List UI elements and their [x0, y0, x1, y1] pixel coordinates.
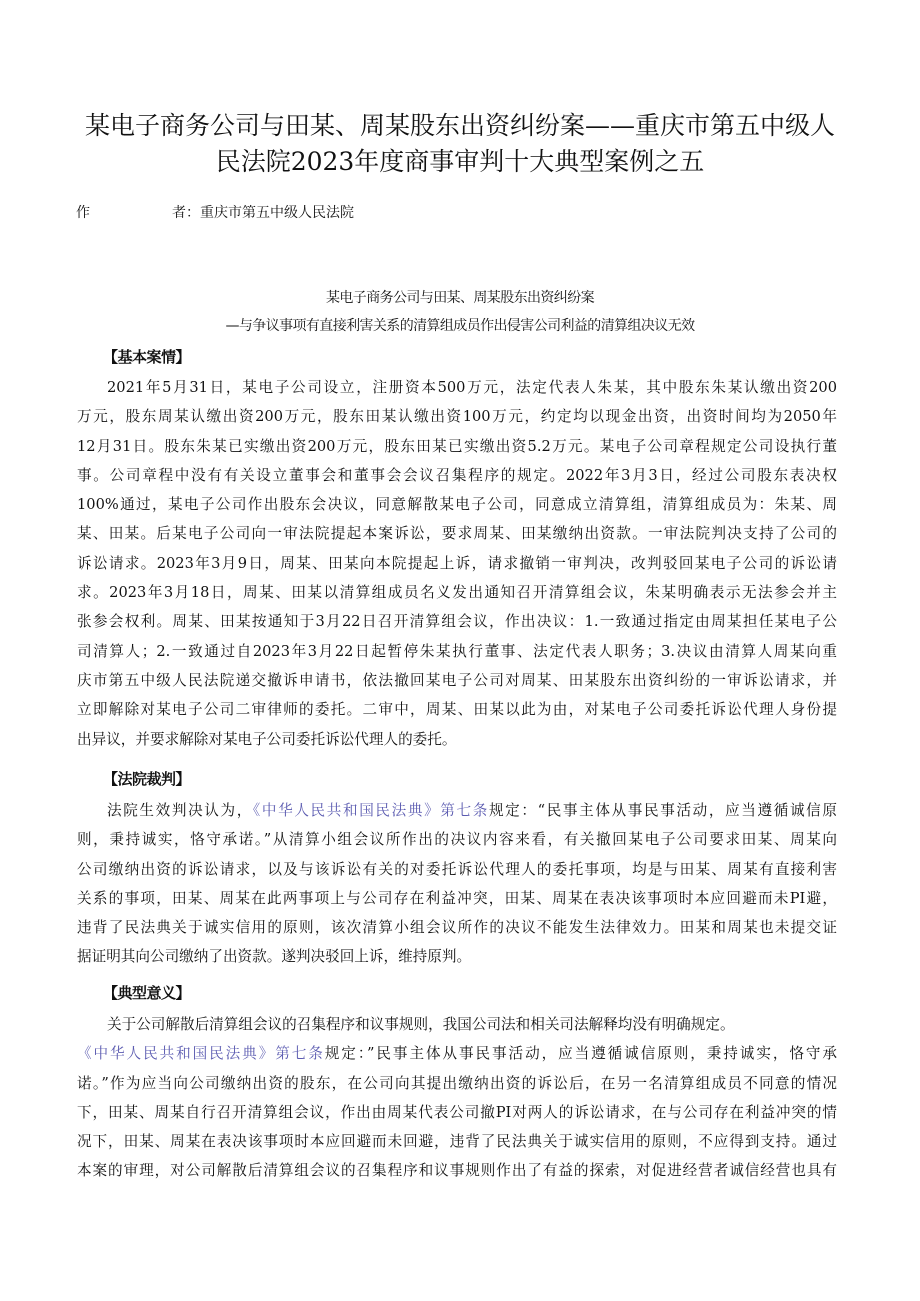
court-ruling-paragraph	[77, 796, 837, 972]
ruling-quote: 规定：“民事主体从事民事活动，应当遵循诚信原	[488, 802, 837, 819]
text-line: 立即解除对某电子公司二审律师的委托。二审中，周某、田某以此为由，对某电子公司委托诉讼代理人身份提	[77, 701, 837, 719]
text-line: 况下，田某、周某在表决该事项时本应回避而未回避，违背了民法典关于诚实信用的原则，不应得到支持。通过	[77, 1133, 837, 1151]
text-line: 诉讼请求。2023年3月9日，周某、田某向本院提起上诉，请求撤销一审判决，改判驳回某电子公司的诉讼请	[77, 554, 837, 572]
document-title	[60, 108, 860, 180]
ruling-prefix: 法院生效判决认为，	[107, 802, 253, 819]
text-line: 据证明其向公司缴纳了出资款。遂判决驳回上诉，维持原判。	[77, 948, 472, 966]
section-heading-court-ruling: 【法院裁判】	[103, 770, 191, 788]
text-line: 关系的事项，田某、周某在此两事项上与公司存在利益冲突，田某、周某在表决该事项时本应回避而未PI避，	[77, 889, 837, 907]
text-line: 万元，股东周某认缴出资200万元，股东田某认缴出资100万元，约定均以现金出资，出资时间均为2050年	[77, 408, 837, 426]
title-line-2: 民法院2023年度商事审判十大典型案例之五	[215, 147, 705, 176]
significance-paragraph	[77, 1010, 837, 1186]
text-line: 出异议，并要求解除对某电子公司委托诉讼代理人的委托。	[77, 730, 457, 748]
text-line: 则，秉持诚实，恪守承诺。”从清算小组会议所作出的决议内容来看，有关撤回某电子公司要求田某、周某向	[77, 831, 837, 849]
text-line	[77, 1039, 837, 1068]
author-value: 重庆市第五中级人民法院	[200, 205, 354, 221]
text-line: 求。2023年3月18日，周某、田某以清算组成员名义发出通知召开清算组会议，朱某明确表示无法参会并主	[77, 584, 837, 602]
case-subheading: 某电子商务公司与田某、周某股东出资纠纷案	[326, 290, 594, 306]
text-line: 张参会权利。周某、田某按通知于3月22日召开清算组会议，作出决议：1.一致通过指定由周某担任某电子公	[77, 613, 837, 631]
text-line	[77, 796, 837, 825]
author-label-1: 作	[76, 205, 90, 221]
text-line: 12月31日。股东朱某已实缴出资200万元，股东田某已实缴出资5.2万元。某电子公司章程规定公司设执行董	[77, 437, 837, 455]
text-line: 某、田某。后某电子公司向一审法院提起本案诉讼，要求周某、田某缴纳出资款。一审法院判决支持了公司的	[77, 525, 837, 543]
text-line: 100%通过，某电子公司作出股东会决议，同意解散某电子公司，同意成立清算组，清算组成员为：朱某、周	[77, 496, 837, 514]
civil-code-article-7-link[interactable]: 《中华人民共和国民法典》第七条	[77, 1045, 325, 1063]
significance-quote: 规定：”民事主体从事民事活动，应当遵循诚信原则，秉持诚实，恪守承	[324, 1045, 837, 1063]
text-line: 关于公司解散后清算组会议的召集程序和议事规则，我国公司法和相关司法解释均没有明确规定。	[107, 1016, 735, 1033]
author-line	[76, 202, 354, 224]
text-line: 下，田某、周某自行召开清算组会议，作出由周某代表公司撤PI对两人的诉讼请求，在与公司存在利益冲突的情	[77, 1103, 837, 1121]
title-line-1: 某电子商务公司与田某、周某股东出资纠纷案——重庆市第五中级人	[84, 111, 835, 140]
basic-facts-paragraph	[77, 373, 837, 754]
section-heading-significance: 【典型意义】	[103, 984, 191, 1002]
text-line: 公司缴纳出资的诉讼请求，以及与该诉讼有关的对委托诉讼代理人的委托事项，均是与田某、周某有直接利害	[77, 860, 837, 878]
text-line: 事。公司章程中没有有关设立董事会和董事会会议召集程序的规定。2022年3月3日，经过公司股东表决权	[77, 466, 837, 484]
case-rule-subheading: —与争议事项有直接利害关系的清算组成员作出侵害公司利益的清算组决议无效	[225, 318, 695, 334]
text-line: 诺。”作为应当向公司缴纳出资的股东，在公司向其提出缴纳出资的诉讼后，在另一名清算组成员不同意的情况	[77, 1074, 837, 1092]
text-line: 本案的审理，对公司解散后清算组会议的召集程序和议事规则作出了有益的探索，对促进经营者诚信经营也具有	[77, 1162, 837, 1180]
text-line: 庆市第五中级人民法院递交撤诉申请书，依法撤回某电子公司对周某、田某股东出资纠纷的一审诉讼请求，并	[77, 671, 837, 689]
author-label-2: 者：	[172, 205, 200, 221]
text-line: 违背了民法典关于诚实信用的原则，该次清算小组会议所作的决议不能发生法律效力。田某和周某也未提交证	[77, 919, 837, 937]
civil-code-article-7-link[interactable]: 《中华人民共和国民法典》第七条	[252, 802, 489, 819]
text-line: 司清算人；2.一致通过自2023年3月22日起暂停朱某执行董事、法定代表人职务；3.决议由清算人周某向重	[77, 642, 837, 660]
text-line: 2021年5月31日，某电子公司设立，注册资本500万元，法定代表人朱某，其中股东朱某认缴出资200	[107, 379, 837, 396]
section-heading-basic-facts: 【基本案情】	[103, 348, 191, 366]
